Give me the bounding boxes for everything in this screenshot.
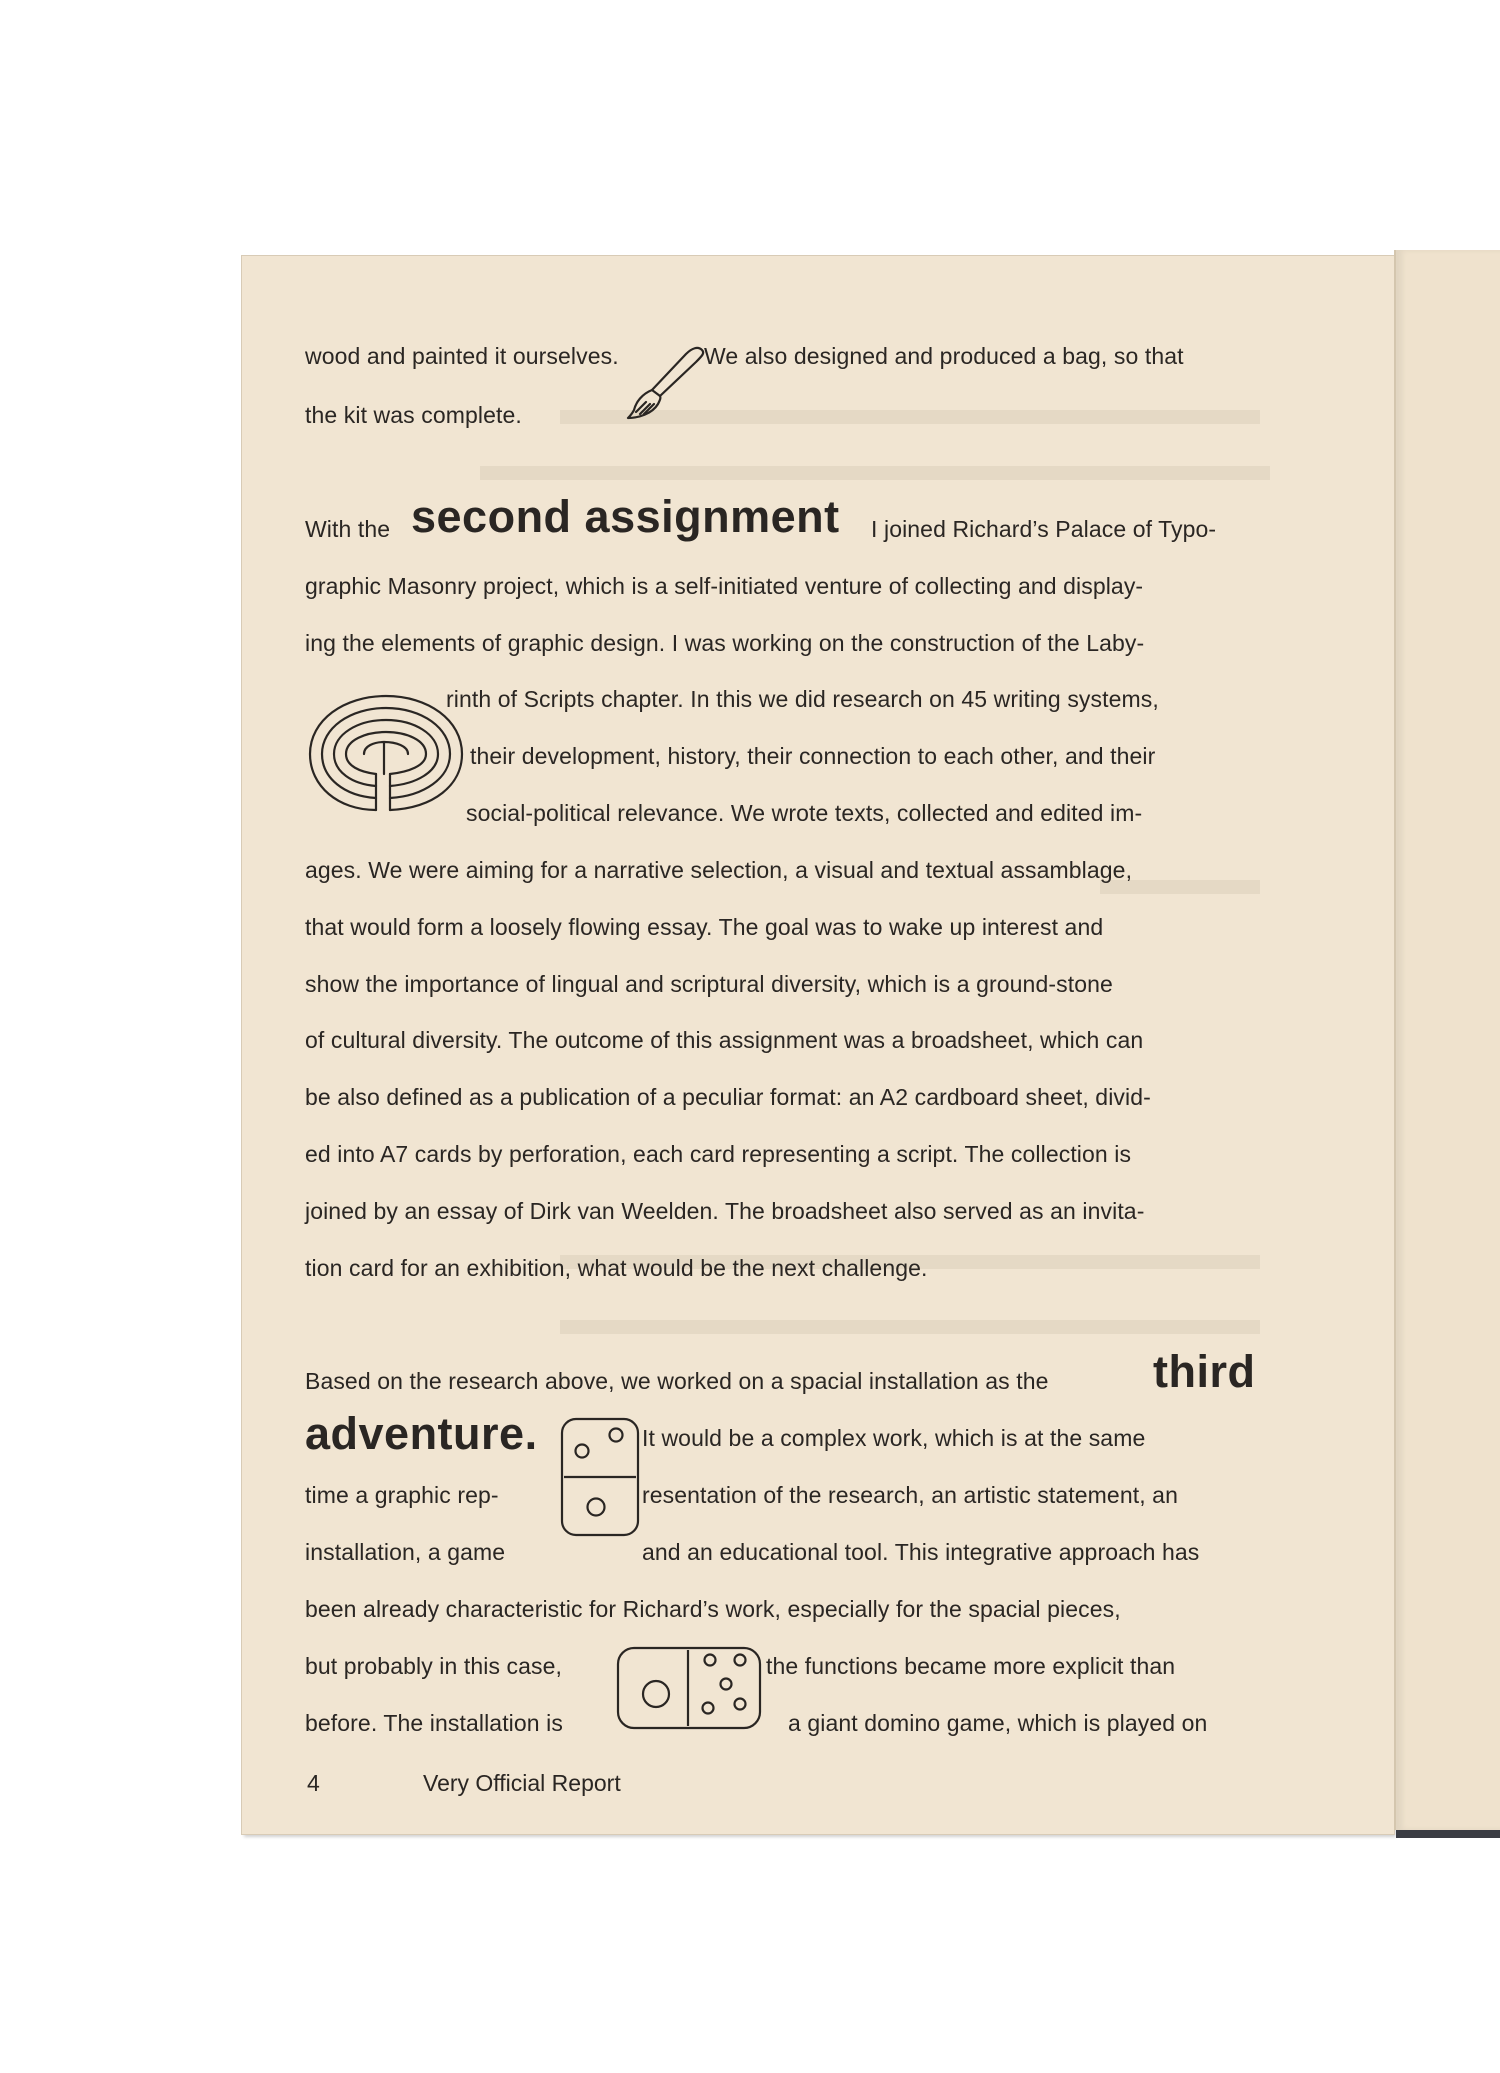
text-line: a giant domino game, which is played on <box>788 1710 1208 1736</box>
text-line: installation, a game <box>305 1539 506 1565</box>
publication-title: Very Official Report <box>423 1770 621 1796</box>
text-line: social-political relevance. We wrote texts, collected and edited im- <box>466 800 1143 826</box>
text-line: We also designed and produced a bag, so that <box>704 343 1184 369</box>
text-line: It would be a complex work, which is at the same <box>642 1425 1146 1451</box>
text-line: graphic Masonry project, which is a self-initiated venture of collecting and display- <box>305 573 1144 599</box>
text-line: I joined Richard’s Palace of Typo- <box>871 516 1217 542</box>
text-line: the kit was complete. <box>305 402 522 428</box>
text-line: tion card for an exhibition, what would be the next challenge. <box>305 1255 928 1281</box>
text-line: before. The installation is <box>305 1710 563 1736</box>
heading-second-assignment: second assignment <box>411 491 840 542</box>
domino-horizontal-icon <box>614 1644 764 1732</box>
text-line: but probably in this case, <box>305 1653 563 1679</box>
text-line: resentation of the research, an artistic statement, an <box>642 1482 1178 1508</box>
text-line: of cultural diversity. The outcome of this assignment was a broadsheet, which can <box>305 1027 1144 1053</box>
text-line: Based on the research above, we worked on a spacial installation as the <box>305 1368 1049 1394</box>
text-line: ages. We were aiming for a narrative selection, a visual and textual assamblage, <box>305 857 1133 883</box>
heading-adventure: adventure. <box>305 1408 538 1459</box>
text-line: the functions became more explicit than <box>766 1653 1176 1679</box>
text-line: and an educational tool. This integrative approach has <box>642 1539 1200 1565</box>
text-line: been already characteristic for Richard’s work, especially for the spacial pieces, <box>305 1596 1121 1622</box>
next-page-edge <box>1394 250 1500 1830</box>
text-line: wood and painted it ourselves. <box>305 343 619 369</box>
paintbrush-icon <box>612 344 708 422</box>
text-line: their development, history, their connection to each other, and their <box>470 743 1156 769</box>
text-line: time a graphic rep- <box>305 1482 499 1508</box>
domino-vertical-icon <box>558 1415 642 1539</box>
text-line: ing the elements of graphic design. I was working on the construction of the Laby- <box>305 630 1145 656</box>
text-line: ed into A7 cards by perforation, each card representing a script. The collection is <box>305 1141 1132 1167</box>
labyrinth-icon <box>304 690 468 820</box>
text-line: With the <box>305 516 391 542</box>
text-line: that would form a loosely flowing essay. The goal was to wake up interest and <box>305 914 1104 940</box>
text-line: be also defined as a publication of a peculiar format: an A2 cardboard sheet, divid- <box>305 1084 1151 1110</box>
page-number: 4 <box>307 1770 320 1796</box>
heading-third: third <box>1153 1346 1256 1397</box>
text-line: rinth of Scripts chapter. In this we did research on 45 writing systems, <box>446 686 1159 712</box>
text-line: joined by an essay of Dirk van Weelden. The broadsheet also served as an invita- <box>305 1198 1145 1224</box>
text-line: show the importance of lingual and scriptural diversity, which is a ground-stone <box>305 971 1113 997</box>
